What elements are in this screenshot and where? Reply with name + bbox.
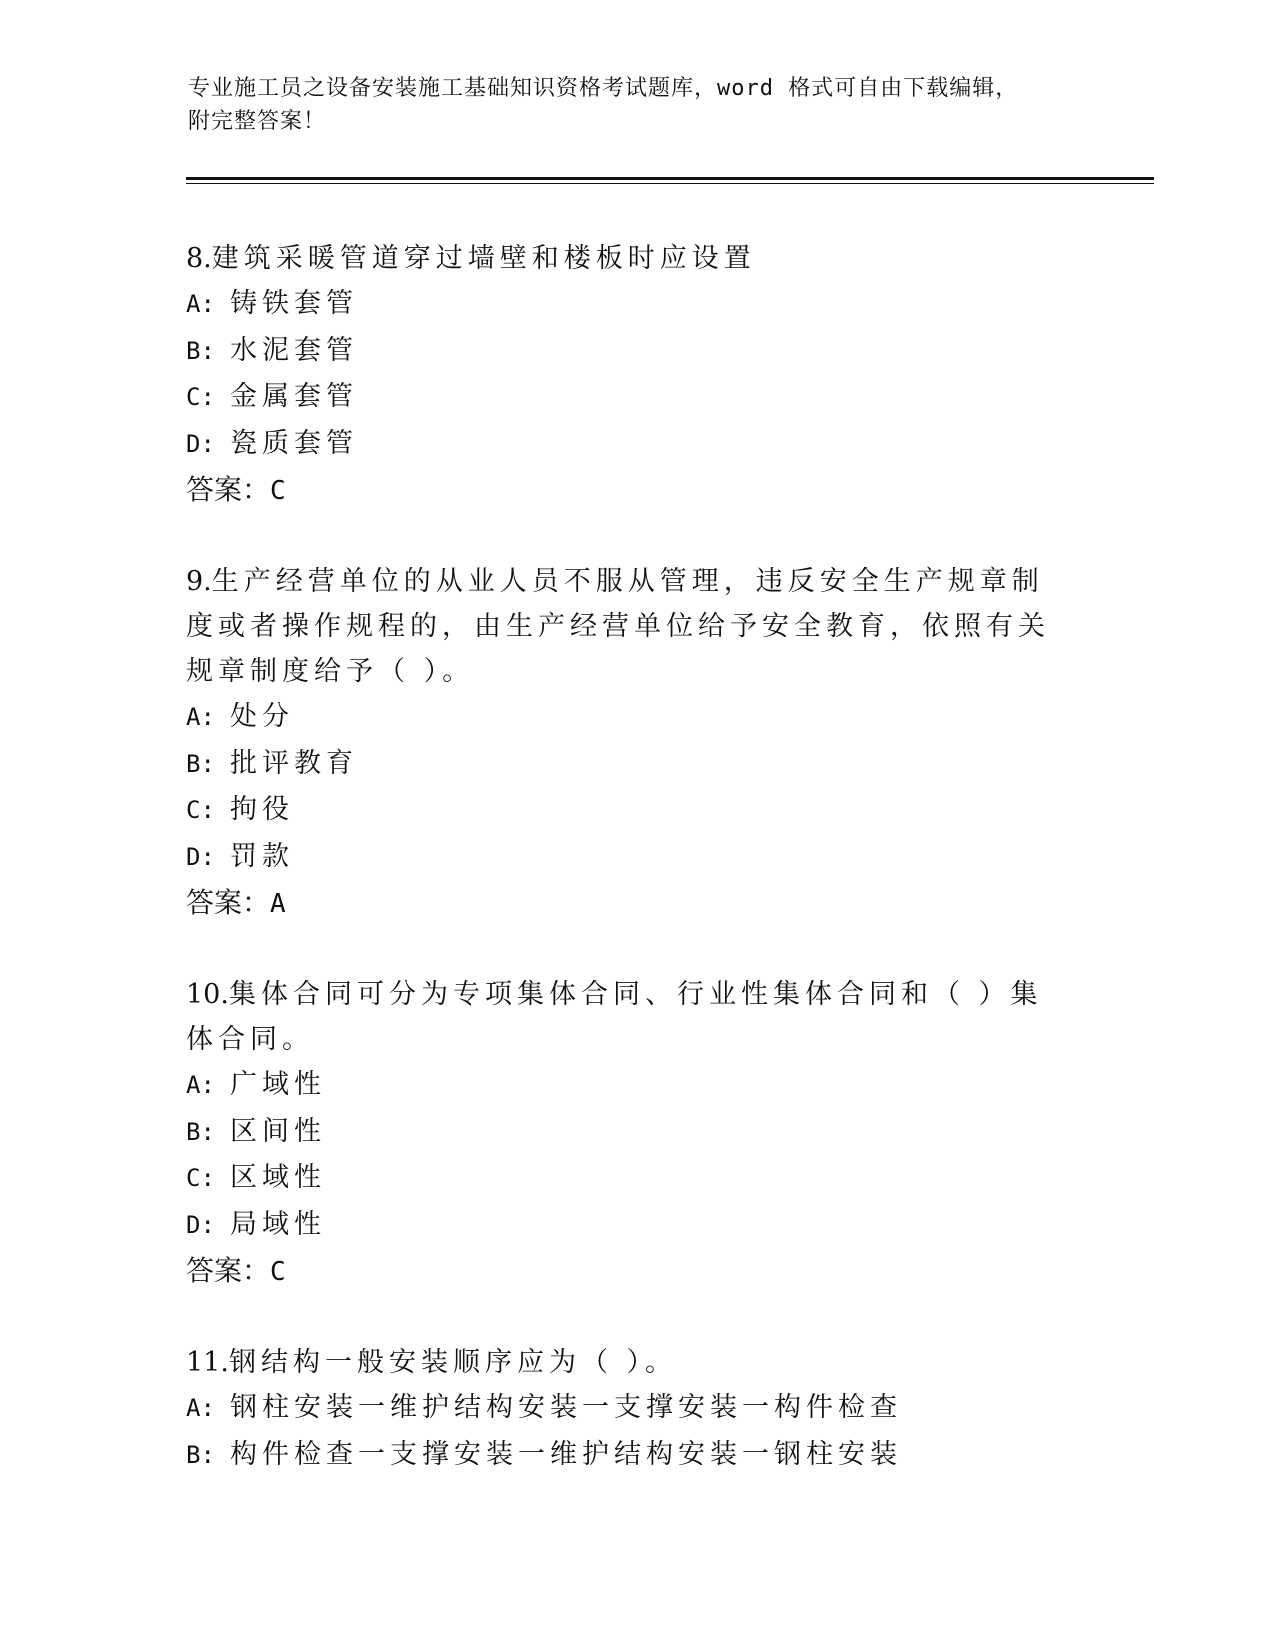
option-text: 批评教育	[230, 747, 358, 779]
question-stem	[186, 559, 1066, 694]
option-letter: B:	[186, 336, 215, 365]
option-b	[186, 328, 1066, 375]
question-10	[186, 972, 1066, 1295]
question-text: 建筑采暖管道穿过墙壁和楼板时应设置	[211, 243, 756, 274]
option-a	[186, 281, 1066, 328]
option-letter: D:	[186, 429, 215, 458]
answer-label: 答案：	[186, 473, 271, 506]
option-c	[186, 787, 1066, 834]
option-text: 处分	[230, 701, 294, 732]
answer-value: A	[270, 889, 286, 919]
option-letter: B:	[186, 749, 215, 778]
option-text: 水泥套管	[230, 334, 358, 366]
option-text: 拘役	[230, 794, 294, 825]
option-text: 局域性	[230, 1208, 326, 1240]
question-11	[186, 1340, 1066, 1478]
answer-line	[186, 880, 1066, 927]
option-letter: A:	[186, 1394, 215, 1422]
option-a	[186, 1062, 1066, 1109]
option-text: 广域性	[230, 1069, 326, 1100]
option-a	[186, 1385, 1066, 1432]
option-b	[186, 1432, 1066, 1479]
option-a	[186, 694, 1066, 741]
question-text: 生产经营单位的从业人员不服从管理，违反安全生产规章制度或者操作规程的，由生产经营单位给予安全教育，依照有关规章制度给予（ ）。	[186, 566, 1050, 687]
option-d	[186, 421, 1066, 468]
option-text: 罚款	[230, 840, 294, 872]
document-header	[188, 72, 1068, 138]
question-text: 集体合同可分为专项集体合同、行业性集体合同和（ ）集体合同。	[186, 979, 1043, 1055]
question-stem	[186, 236, 1066, 281]
option-letter: B:	[186, 1440, 215, 1469]
question-8	[186, 236, 1066, 514]
question-text: 钢结构一般安装顺序应为（ ）。	[228, 1347, 678, 1378]
question-9	[186, 559, 1066, 927]
option-b	[186, 1109, 1066, 1156]
option-letter: C:	[186, 1164, 215, 1192]
option-letter: A:	[186, 703, 215, 731]
option-d	[186, 1202, 1066, 1249]
header-line-1: 专业施工员之设备安装施工基础知识资格考试题库，word 格式可自由下载编辑，	[188, 76, 1019, 101]
answer-line	[186, 467, 1066, 514]
question-number: 11.	[186, 1347, 229, 1378]
option-letter: B:	[186, 1117, 215, 1146]
option-text: 瓷质套管	[230, 427, 358, 459]
answer-label: 答案：	[186, 1254, 271, 1287]
option-text: 区域性	[230, 1162, 326, 1193]
header-divider-thin	[186, 183, 1154, 184]
question-stem	[186, 972, 1066, 1062]
option-text: 区间性	[230, 1115, 326, 1147]
question-number: 9.	[186, 566, 212, 597]
question-stem	[186, 1340, 1066, 1385]
question-list	[186, 236, 1066, 1523]
header-line-2: 附完整答案！	[188, 109, 327, 134]
question-number: 8.	[186, 243, 212, 274]
option-text: 钢柱安装一维护结构安装一支撑安装一构件检查	[230, 1392, 902, 1423]
answer-value: C	[270, 476, 286, 506]
option-c	[186, 374, 1066, 421]
option-letter: C:	[186, 796, 215, 824]
option-letter: C:	[186, 383, 215, 411]
option-letter: A:	[186, 1071, 215, 1099]
option-b	[186, 741, 1066, 788]
option-c	[186, 1155, 1066, 1202]
option-text: 金属套管	[230, 381, 358, 412]
answer-value: C	[270, 1257, 286, 1287]
header-divider-thick	[186, 177, 1154, 180]
question-number: 10.	[186, 979, 229, 1010]
option-text: 铸铁套管	[230, 288, 358, 319]
answer-line	[186, 1248, 1066, 1295]
option-letter: A:	[186, 290, 215, 318]
option-letter: D:	[186, 842, 215, 871]
option-letter: D:	[186, 1210, 215, 1239]
option-text: 构件检查一支撑安装一维护结构安装一钢柱安装	[230, 1438, 902, 1470]
answer-label: 答案：	[186, 886, 271, 919]
option-d	[186, 834, 1066, 881]
